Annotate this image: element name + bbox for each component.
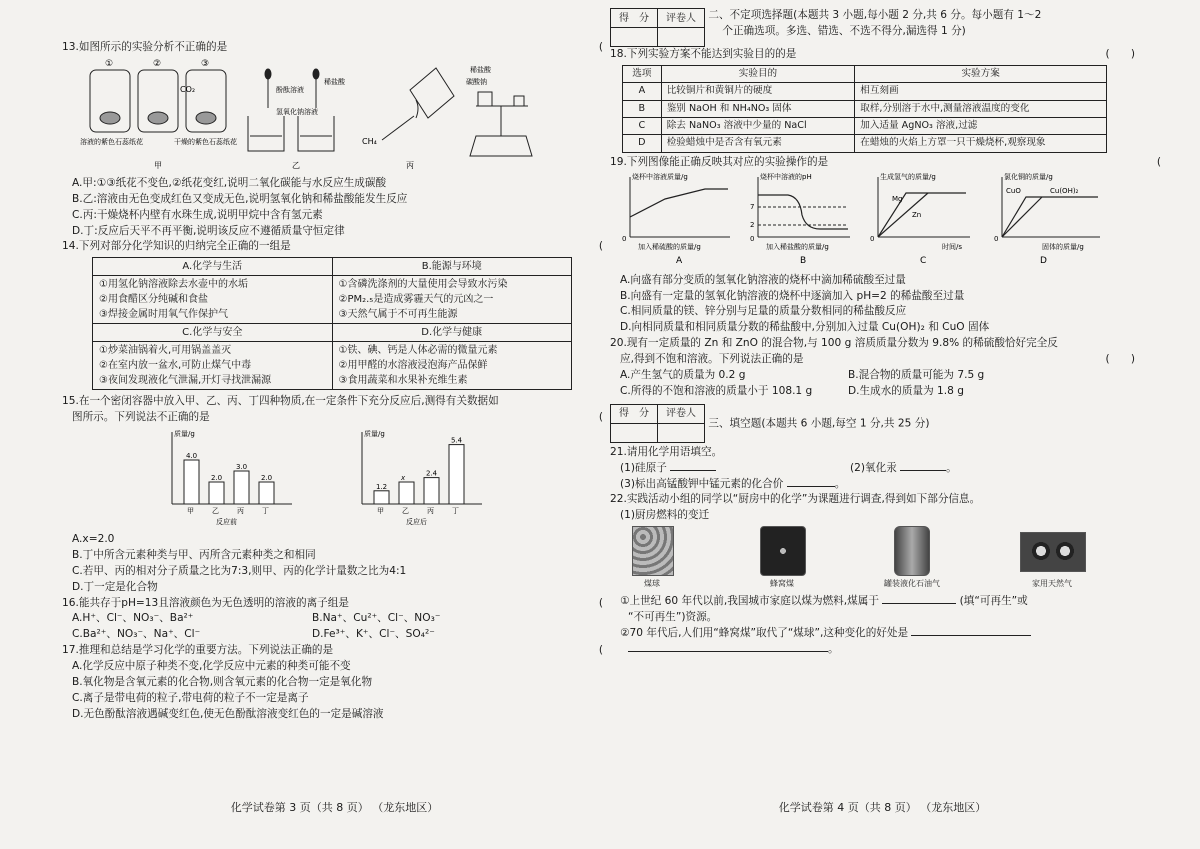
q19-option-d: D.向相同质量和相同质量分数的稀盐酸中,分别加入过量 Cu(OH)₂ 和 CuO 固体 xyxy=(620,321,990,334)
grader-label: 评卷人 xyxy=(658,404,705,423)
score-cell[interactable] xyxy=(611,423,658,442)
q14-b-item: ③天然气属于不可再生能源 xyxy=(338,309,458,321)
q14-head-b: B.能源与环境 xyxy=(332,258,572,276)
graph-b-2: 2 xyxy=(750,220,755,229)
q16-option-d: D.Fe³⁺、K⁺、Cl⁻、SO₄²⁻ xyxy=(312,628,435,641)
fig-jar1: 溶液的紫色石蕊纸花 xyxy=(80,137,143,146)
q15-option-c: C.若甲、丙的相对分子质量之比为7:3,则甲、丙的化学计量数之比为4:1 xyxy=(72,564,407,577)
graph-d-cuoh: Cu(OH)₂ xyxy=(1050,186,1079,195)
chart-1-xlabel: 反应后 xyxy=(406,518,427,527)
q17-option-d: D.无色酚酞溶液遇碱变红色,使无色酚酞溶液变红色的一定是碱溶液 xyxy=(72,707,384,720)
chart-1-category-label: 甲 xyxy=(377,507,384,516)
page-4 xyxy=(610,9,1161,830)
score-label: 得 分 xyxy=(611,404,658,423)
graph-b-zero: 0 xyxy=(750,234,755,243)
graph-c-mg: Mg xyxy=(892,194,903,203)
q22-sub: (1)厨房燃料的变迁 xyxy=(620,509,710,522)
coal-ball-image xyxy=(632,526,674,576)
graph-c-zero: 0 xyxy=(870,234,875,243)
q19-option-a: A.向盛有部分变质的氢氧化钠溶液的烧杯中滴加稀硫酸至过量 xyxy=(620,273,906,286)
chart-0-value-label: 4.0 xyxy=(186,452,198,461)
q17-option-b: B.氧化物是含氧元素的化合物,则含氧元素的化合物一定是氧化物 xyxy=(72,676,373,689)
chart-1-value-label: 1.2 xyxy=(376,482,388,491)
q22-photos xyxy=(610,524,1155,594)
q13-stem: 13.如图所示的实验分析不正确的是 xyxy=(62,41,228,53)
chart-1-bar xyxy=(374,491,389,504)
q21-part-1: (1)硅原子 xyxy=(620,461,667,474)
chart-1-bar xyxy=(399,482,414,504)
section-3-header xyxy=(610,404,1155,443)
q20-stem-2: 应,得到不饱和溶液。下列说法正确的是 xyxy=(620,353,804,366)
chart-0-value-label: 2.0 xyxy=(261,474,273,483)
q14-d-item: ②用甲醛的水溶液浸泡海产品保鲜 xyxy=(338,360,488,372)
graph-d-xlabel: 固体的质量/g xyxy=(1042,242,1084,251)
chart-1-value-label: 2.4 xyxy=(426,469,438,478)
chart-0-bar xyxy=(184,460,199,504)
q18-cell: 在蜡烛的火焰上方罩一只干燥烧杯,观察现象 xyxy=(855,135,1107,152)
question-19 xyxy=(610,155,1161,336)
q15-bar-charts xyxy=(62,426,542,526)
q16-paren: ( xyxy=(598,596,603,609)
graph-d-zero: 0 xyxy=(994,234,999,243)
q22-blank-2[interactable] xyxy=(911,635,1031,636)
gas-cylinder-image xyxy=(894,526,930,576)
chart-0-value-label: 2.0 xyxy=(211,474,223,483)
q18-cell: D xyxy=(623,135,662,152)
q22-stem: 22.实践活动小组的同学以“厨房中的化学”为课题进行调查,得到如下部分信息。 xyxy=(610,493,981,506)
chart-0-bar xyxy=(259,482,274,504)
q18-th-option: 选项 xyxy=(623,65,662,82)
q18-cell: 取样,分别溶于水中,测量溶液温度的变化 xyxy=(855,100,1107,117)
table-row xyxy=(623,83,1107,100)
q15-option-a: A.x=2.0 xyxy=(72,533,115,546)
question-21 xyxy=(610,445,1155,493)
grader-cell[interactable] xyxy=(658,423,705,442)
graph-c xyxy=(878,177,970,237)
fig-bing: 丙 xyxy=(406,160,414,170)
q18-cell: 鉴别 NaOH 和 NH₄NO₃ 固体 xyxy=(661,100,855,117)
fig-yi: 乙 xyxy=(292,160,300,170)
grader-label: 评卷人 xyxy=(658,9,705,28)
honeycomb-coal-image xyxy=(760,526,806,576)
q15-option-b: B.丁中所含元素种类与甲、丙所含元素种类之和相同 xyxy=(72,548,316,561)
q17-option-c: C.离子是带电荷的粒子,带电荷的粒子不一定是离子 xyxy=(72,691,309,704)
q15-option-d: D.丁一定是化合物 xyxy=(72,580,158,593)
q17-stem: 17.推理和总结是学习化学的重要方法。下列说法正确的是 xyxy=(62,644,334,657)
q22-line-2-end: 。 xyxy=(828,642,839,655)
chart-1-category-label: 丁 xyxy=(452,507,459,516)
q15-stem-1: 15.在一个密闭容器中放入甲、乙、丙、丁四种物质,在一定条件下充分反应后,测得有关数据如 xyxy=(62,395,499,408)
table-row xyxy=(623,118,1107,135)
chart-1-ylabel: 质量/g xyxy=(364,430,385,439)
q14-b-item: ①含磷洗涤剂的大量使用会导致水污染 xyxy=(338,279,508,291)
graph-c-xlabel: 时间/s xyxy=(942,242,963,251)
graph-b xyxy=(758,177,850,237)
q22-line-1c: “不可再生”)资源。 xyxy=(628,611,718,624)
question-20 xyxy=(610,336,1155,400)
fig-jia: 甲 xyxy=(154,160,162,170)
q20-row-2 xyxy=(610,384,1155,400)
q16-option-b: B.Na⁺、Cu²⁺、Cl⁻、NO₃⁻ xyxy=(312,612,441,625)
graph-c-ylabel: 生成氢气的质量/g xyxy=(880,172,936,181)
q13-paren: ( xyxy=(598,41,603,53)
graph-a xyxy=(630,177,730,237)
q14-head-c: C.化学与安全 xyxy=(93,324,333,342)
chart-1-bar xyxy=(449,445,464,504)
q14-cell-b xyxy=(332,276,572,324)
caption-4: 家用天然气 xyxy=(1032,579,1072,589)
q21-blank-2[interactable] xyxy=(900,470,946,471)
q17-paren: ( xyxy=(598,644,603,657)
q14-head-d: D.化学与健康 xyxy=(332,324,572,342)
q14-a-item: ③焊接金属时用氧气作保护气 xyxy=(99,309,228,321)
q18-cell: 相互刻画 xyxy=(855,83,1107,100)
q21-row-1 xyxy=(610,461,1155,477)
q18-cell: C xyxy=(623,118,662,135)
caption-1: 煤球 xyxy=(644,579,660,589)
q21-row-2 xyxy=(610,477,1155,493)
q13-option-c: C.丙:干燥烧杯内壁有水珠生成,说明甲烷中含有氢元素 xyxy=(72,208,323,221)
q14-paren: ( xyxy=(598,240,603,253)
q14-c-item: ①炒菜油锅着火,可用锅盖盖灭 xyxy=(99,345,232,357)
q21-dot: 。 xyxy=(946,461,957,474)
q21-blank-1[interactable] xyxy=(670,470,716,471)
balance-ding xyxy=(470,92,532,156)
table-row xyxy=(623,100,1107,117)
fig-caco3: 碳酸钠 xyxy=(466,77,487,86)
q16-stem: 16.能共存于pH=13且溶液颜色为无色透明的溶液的离子组是 xyxy=(62,596,349,609)
q17-option-a: A.化学反应中原子种类不变,化学反应中元素的种类可能不变 xyxy=(72,660,351,673)
q19-paren: ( xyxy=(1156,155,1161,168)
q22-line-1a: ①上世纪 60 年代以前,我国城市家庭以煤为燃料,煤属于 xyxy=(620,595,879,608)
question-14 xyxy=(62,239,607,390)
section-2-title-2: 个正确选项。多选、错选、不选不得分,漏选得 1 分) xyxy=(722,24,966,37)
q14-cell-a xyxy=(93,276,333,324)
section-3-title: 三、填空题(本题共 6 小题,每空 1 分,共 25 分) xyxy=(708,417,930,430)
caption-3: 罐装液化石油气 xyxy=(884,579,940,589)
caption-2: 蜂窝煤 xyxy=(770,579,794,589)
q19-option-b: B.向盛有一定量的氢氧化钠溶液的烧杯中逐滴加入 pH=2 的稀盐酸至过量 xyxy=(620,289,965,302)
gas-stove-image xyxy=(1020,532,1086,572)
q20-option-a: A.产生氢气的质量为 0.2 g xyxy=(620,368,746,381)
chart-1-category-label: 丙 xyxy=(427,507,434,516)
question-13 xyxy=(62,40,607,239)
question-18 xyxy=(610,47,1155,153)
q16-row-1 xyxy=(62,611,607,627)
q18-table xyxy=(622,65,1107,153)
question-22 xyxy=(610,492,1155,657)
fig-hcl: 稀盐酸 xyxy=(470,65,491,74)
q14-a-item: ①用氢化钠溶液除去水壶中的水垢 xyxy=(99,279,248,291)
table-row xyxy=(623,135,1107,152)
q20-row-1 xyxy=(610,368,1155,384)
section-2-header xyxy=(610,8,1155,47)
question-16 xyxy=(62,596,607,644)
q22-blank-1[interactable] xyxy=(882,603,956,604)
chart-0-category-label: 甲 xyxy=(187,507,194,516)
graph-a-ylabel: 烧杯中溶液质量/g xyxy=(632,172,688,181)
graph-a-letter: A xyxy=(676,255,683,266)
q18-cell: A xyxy=(623,83,662,100)
q19-stem: 19.下列图像能正确反映其对应的实验操作的是 xyxy=(610,155,829,168)
fig-n3: ③ xyxy=(201,58,210,69)
fig-acid: 稀盐酸 xyxy=(324,77,345,86)
q20-option-c: C.所得的不饱和溶液的质量小于 108.1 g xyxy=(620,384,813,397)
q14-head-a: A.化学与生活 xyxy=(93,258,333,276)
q13-apparatus-drawing xyxy=(62,56,542,174)
score-cell[interactable] xyxy=(611,28,658,47)
chart-0-ylabel: 质量/g xyxy=(174,430,195,439)
chart-1-value-label: x xyxy=(401,474,406,483)
q16-option-a: A.H⁺、Cl⁻、NO₃⁻、Ba²⁺ xyxy=(72,612,194,625)
q15-options xyxy=(62,532,607,596)
chart-1-value-label: 5.4 xyxy=(451,436,463,445)
graph-b-7: 7 xyxy=(750,202,755,211)
q22-blank-2-cont[interactable] xyxy=(628,651,828,652)
chart-0-xlabel: 反应前 xyxy=(216,518,237,527)
graph-b-xlabel: 加入稀盐酸的质量/g xyxy=(766,242,829,251)
q20-option-d: D.生成水的质量为 1.8 g xyxy=(848,384,964,397)
q14-d-item: ③食用蔬菜和水果补充维生素 xyxy=(338,375,468,387)
q18-cell: 比较铜片和黄铜片的硬度 xyxy=(661,83,855,100)
page-4-footer: 化学试卷第 4 页（共 8 页） （龙东地区） xyxy=(778,800,987,814)
graph-b-letter: B xyxy=(800,255,807,266)
q14-a-item: ②用食醋区分纯碱和食盐 xyxy=(99,294,208,306)
q20-option-b: B.混合物的质量可能为 7.5 g xyxy=(848,368,985,381)
q19-option-c: C.相同质量的镁、锌分别与足量的质量分数相同的稀盐酸反应 xyxy=(620,305,907,318)
q13-option-a: A.甲:①③纸花不变色,②纸花变红,说明二氧化碳能与水反应生成碳酸 xyxy=(72,176,387,189)
q15-stem-2: 图所示。下列说法不正确的是 xyxy=(72,411,210,424)
burner-bing xyxy=(382,68,454,140)
graph-d-cuo: CuO xyxy=(1006,186,1021,195)
grader-cell[interactable] xyxy=(658,28,705,47)
fig-co2: CO₂ xyxy=(180,84,196,94)
q13-option-d: D.丁:反应后天平不再平衡,说明该反应不遵循质量守恒定律 xyxy=(72,224,345,237)
q18-paren: ( ) xyxy=(1105,48,1135,60)
chart-0-value-label: 3.0 xyxy=(236,463,248,472)
graph-c-zn: Zn xyxy=(912,210,922,219)
graph-d-letter: D xyxy=(1040,255,1047,266)
section-2-title: 二、不定项选择题(本题共 3 小题,每小题 2 分,共 6 分。每小题有 1～2 xyxy=(708,9,1042,21)
q14-stem: 14.下列对部分化学知识的归纳完全正确的一组是 xyxy=(62,240,291,253)
q19-options xyxy=(610,273,1155,337)
fig-n1: ① xyxy=(105,58,114,69)
q18-th-plan: 实验方案 xyxy=(855,65,1107,82)
chart-0-bar xyxy=(234,471,249,504)
graph-a-zero: 0 xyxy=(622,234,627,243)
fig-dropper1: 酚酞溶液 xyxy=(276,85,304,94)
q21-blank-3[interactable] xyxy=(787,486,835,487)
fig-ch4: CH₄ xyxy=(362,136,377,146)
q22-line-2: ②70 年代后,人们用“蜂窝煤”取代了“煤球”,这种变化的好处是 xyxy=(620,626,909,639)
q20-stem-1: 20.现有一定质量的 Zn 和 ZnO 的混合物,与 100 g 溶质质量分数为 9.8% 的稀硫酸恰好完全反 xyxy=(610,337,1058,350)
q14-c-item: ③夜间发现液化气泄漏,开灯寻找泄漏源 xyxy=(99,375,272,387)
chart-0-category-label: 乙 xyxy=(212,507,219,516)
chart-0-category-label: 丁 xyxy=(262,507,269,516)
page-3-footer: 化学试卷第 3 页（共 8 页） （龙东地区） xyxy=(230,800,439,814)
q14-d-item: ①铁、碘、钙是人体必需的微量元素 xyxy=(338,345,498,357)
q20-paren: ( ) xyxy=(1105,353,1135,366)
q14-table xyxy=(92,257,572,390)
page-3 xyxy=(62,40,607,830)
fig-jar3: 干燥的紫色石蕊纸花 xyxy=(174,137,237,146)
q21-stem: 21.请用化学用语填空。 xyxy=(610,445,723,458)
score-box-3 xyxy=(610,404,705,443)
q18-cell: 除去 NaNO₃ 溶液中少量的 NaCl xyxy=(661,118,855,135)
graph-d-ylabel: 氯化铜的质量/g xyxy=(1004,172,1053,181)
fig-n2: ② xyxy=(153,58,162,69)
jar-set-jia xyxy=(90,70,226,132)
q21-dot-2: 。 xyxy=(834,477,846,490)
q22-line-1b: (填“可再生”或 xyxy=(959,595,1028,608)
q17-options xyxy=(62,659,607,723)
q18-stem: 18.下列实验方案不能达到实验目的的是 xyxy=(610,48,797,60)
q16-row-2 xyxy=(62,627,607,643)
chart-0-bar xyxy=(209,482,224,504)
q19-graphs xyxy=(610,171,1130,267)
q18-cell: 加入适量 AgNO₃ 溶液,过滤 xyxy=(855,118,1107,135)
score-label: 得 分 xyxy=(611,9,658,28)
q15-paren: ( xyxy=(598,411,603,424)
q16-option-c: C.Ba²⁺、NO₃⁻、Na⁺、Cl⁻ xyxy=(72,628,201,641)
q21-part-3: (3)标出高锰酸钾中锰元素的化合价 xyxy=(620,477,784,490)
q14-cell-d xyxy=(332,342,572,390)
question-17 xyxy=(62,643,607,722)
graph-c-letter: C xyxy=(920,255,927,266)
q13-options xyxy=(62,176,607,240)
q18-th-purpose: 实验目的 xyxy=(661,65,855,82)
q14-b-item: ②PM₂.₅是造成雾霾天气的元凶之一 xyxy=(338,294,494,306)
question-15 xyxy=(62,394,607,595)
q13-option-b: B.乙:溶液由无色变成红色又变成无色,说明氢氧化钠和稀盐酸能发生反应 xyxy=(72,192,408,205)
q14-c-item: ②在室内放一盆水,可防止煤气中毒 xyxy=(99,360,252,372)
chart-0-category-label: 丙 xyxy=(237,507,244,516)
fig-naoh: 氢氧化钠溶液 xyxy=(276,107,318,116)
graph-a-xlabel: 加入稀硫酸的质量/g xyxy=(638,242,701,251)
score-box-2 xyxy=(610,8,705,47)
chart-1-bar xyxy=(424,478,439,504)
graph-d xyxy=(1002,177,1100,237)
q14-cell-c xyxy=(93,342,333,390)
chart-1-category-label: 乙 xyxy=(402,507,409,516)
q18-cell: B xyxy=(623,100,662,117)
graph-b-ylabel: 烧杯中溶液的pH xyxy=(760,172,812,181)
q13-figure xyxy=(62,56,607,176)
q21-part-2: (2)氧化汞 xyxy=(850,461,897,474)
q18-cell: 检验蜡烛中是否含有氧元素 xyxy=(661,135,855,152)
